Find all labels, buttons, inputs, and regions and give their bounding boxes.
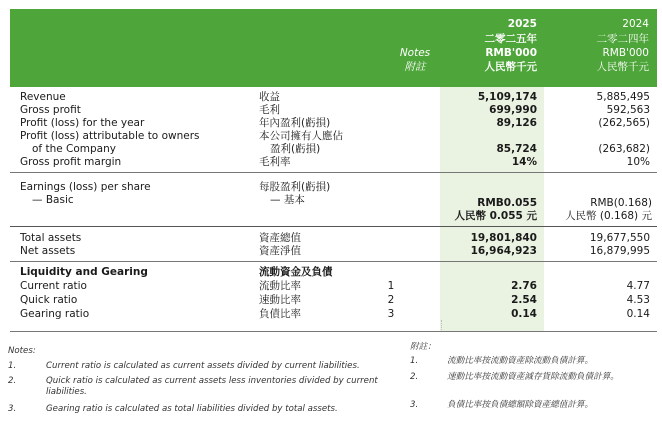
footnote-text-zh: 負債比率按負債總額除資產總值計算。 bbox=[447, 400, 594, 410]
liquidity-title: Liquidity and Gearing bbox=[20, 266, 148, 278]
footnote-text: Gearing ratio is calculated as total liabilities divided by total assets. bbox=[46, 404, 338, 414]
eps-value-2024-zh: 人民幣 (0.168) 元 bbox=[565, 210, 652, 222]
note-ref: 3 bbox=[387, 308, 395, 320]
row-label-zh: 資產總值 bbox=[259, 232, 301, 244]
col-2025-unit-zh: 人民幣千元 bbox=[484, 61, 537, 73]
row-label-cont: of the Company bbox=[32, 143, 116, 155]
row-label: Quick ratio bbox=[20, 294, 78, 306]
row-label: Net assets bbox=[20, 245, 76, 257]
eps-value-2025: RMB0.055 bbox=[477, 197, 537, 209]
footnote-number-zh: 3. bbox=[410, 400, 419, 410]
divider bbox=[10, 261, 657, 262]
eps-basic-label-zh: — 基本 bbox=[270, 194, 305, 206]
value-2025: 5,109,174 bbox=[477, 91, 537, 103]
eps-label-zh: 每股盈利(虧損) bbox=[259, 181, 331, 193]
footnote-text-zh: 速動比率按流動資產減存貨除流動負債計算。 bbox=[447, 372, 619, 382]
row-label-zh: 收益 bbox=[259, 91, 280, 103]
footnote-number: 1. bbox=[8, 361, 17, 371]
divider bbox=[10, 226, 657, 227]
footnote-number: 3. bbox=[8, 404, 17, 414]
value-2024: 10% bbox=[626, 156, 650, 168]
eps-basic-label: — Basic bbox=[32, 194, 74, 206]
value-2025: 2.54 bbox=[511, 294, 537, 306]
value-2024: 19,677,550 bbox=[589, 232, 650, 244]
value-2024: 5,885,495 bbox=[596, 91, 650, 103]
value-2025: 14% bbox=[511, 156, 537, 168]
footnote-number-zh: 2. bbox=[410, 372, 419, 382]
row-label: Revenue bbox=[20, 91, 66, 103]
row-label: Gross profit margin bbox=[20, 156, 122, 168]
notes-header-en: Notes bbox=[399, 47, 431, 59]
value-2024: (262,565) bbox=[598, 117, 650, 129]
row-label-zh: 年內盈利(虧損) bbox=[259, 117, 331, 129]
col-2024-year: 2024 bbox=[622, 18, 649, 30]
col-2024-year-zh: 二零二四年 bbox=[596, 33, 649, 45]
footnote-number-zh: 1. bbox=[410, 356, 419, 366]
eps-value-2024: RMB(0.168) bbox=[590, 197, 652, 209]
divider bbox=[10, 331, 657, 332]
value-2024: 4.77 bbox=[626, 280, 650, 292]
row-label-zh: 速動比率 bbox=[259, 294, 301, 306]
value-2024: 16,879,995 bbox=[589, 245, 650, 257]
row-label-zh: 本公司擁有人應佔 bbox=[259, 130, 343, 142]
note-ref: 1 bbox=[387, 280, 395, 292]
eps-value-2025-zh: 人民幣 0.055 元 bbox=[454, 210, 537, 222]
col-2025-unit: RMB'000 bbox=[485, 47, 537, 59]
value-2025: 699,990 bbox=[489, 104, 537, 116]
value-2025: 2.76 bbox=[511, 280, 537, 292]
col-2024-unit-zh: 人民幣千元 bbox=[596, 61, 649, 73]
row-label: Profit (loss) for the year bbox=[20, 117, 145, 129]
row-label-zh: 流動比率 bbox=[259, 280, 301, 292]
row-label: Total assets bbox=[20, 232, 82, 244]
value-2024: 0.14 bbox=[626, 308, 650, 320]
footnote-number: 2. bbox=[8, 376, 17, 386]
col-2024-unit: RMB'000 bbox=[602, 47, 649, 59]
note-ref: 2 bbox=[387, 294, 395, 306]
value-2025: 89,126 bbox=[496, 117, 537, 129]
row-label-zh-cont: 盈利(虧損) bbox=[270, 143, 321, 155]
row-label-zh: 資產淨值 bbox=[259, 245, 301, 257]
row-label-zh: 負債比率 bbox=[259, 308, 301, 320]
row-label: Gearing ratio bbox=[20, 308, 90, 320]
notes-header-zh: 附註 bbox=[404, 61, 426, 73]
liquidity-title-zh: 流動資金及負債 bbox=[259, 266, 333, 278]
value-2024: (263,682) bbox=[598, 143, 650, 155]
row-label: Current ratio bbox=[20, 280, 87, 292]
footnotes-title-zh: 附註： bbox=[410, 342, 436, 352]
footnote-text: Current ratio is calculated as current assets divided by current liabilities. bbox=[46, 361, 360, 371]
divider bbox=[10, 172, 657, 173]
row-label: Profit (loss) attributable to owners bbox=[20, 130, 200, 142]
col-2025-year: 2025 bbox=[507, 18, 537, 30]
value-2025: 0.14 bbox=[511, 308, 537, 320]
value-2025: 85,724 bbox=[496, 143, 537, 155]
value-2024: 4.53 bbox=[626, 294, 650, 306]
eps-label: Earnings (loss) per share bbox=[20, 181, 151, 193]
footnotes-title: Notes: bbox=[8, 346, 36, 356]
row-label: Gross profit bbox=[20, 104, 81, 116]
col-2025-year-zh: 二零二五年 bbox=[484, 33, 537, 45]
footnote-text: Quick ratio is calculated as current assets less inventories divided by current liabilities. bbox=[46, 376, 378, 397]
value-2025: 19,801,840 bbox=[470, 232, 537, 244]
row-label-zh: 毛利率 bbox=[259, 156, 291, 168]
footnote-text-zh: 流動比率按流動資產除流動負債計算。 bbox=[447, 356, 594, 366]
row-label-zh: 毛利 bbox=[259, 104, 280, 116]
value-2025: 16,964,923 bbox=[470, 245, 537, 257]
value-2024: 592,563 bbox=[606, 104, 650, 116]
